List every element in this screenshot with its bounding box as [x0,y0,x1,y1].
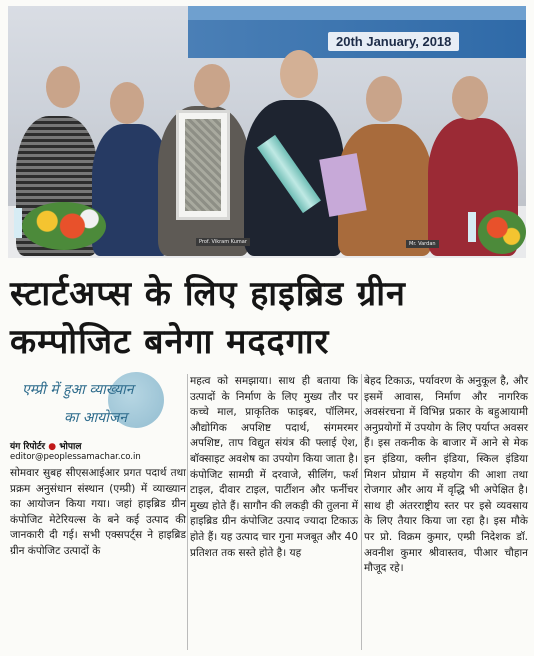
nameplate-right: Mr. Vardan [406,240,439,248]
byline-reporter: यंग रिपोर्टर [10,442,46,452]
nameplate-left: Prof. Vikram Kumar [196,238,250,246]
event-banner-date: 20th January, 2018 [328,32,459,51]
subheading-box [8,372,186,434]
flower-bouquet-right [478,210,526,254]
person-5-head [366,76,402,122]
water-bottle-right [468,212,476,242]
person-2-head [110,82,144,124]
water-bottle-left [14,208,22,238]
composite-plaque [176,110,230,220]
person-1-head [46,66,80,108]
composite-plaque-panel [185,119,221,211]
subheading-line-2: का आयोजन [64,410,128,426]
column-rule-1 [187,374,188,650]
article-column-2: महत्व को समझाया। साथ ही बताया कि उत्पादों के निर्माण के लिए मुख्य तौर पर कच्चे माल, प्राकृतिक फाइबर, पॉलिमर, औद्योगिक अपशिष्ट पदार्थ, संगमरमर अपशिष्ट, ताप विद्युत संयंत्र की फ्लाई ऐश, बॉक्साइट अवशेष का उपयोग किया जाता है। कंपोजिट सामग्री में दरवाजे, सीलिंग, फर्श टाइल, दीवार टाइल, पार्टीशन और फर्नीचर मुख्य होते हैं। सागौन की लकड़ी की तुलना में हाइब्रिड ग्रीन कंपोजिट उत्पाद ज्यादा टिकाऊ होते हैं। यह उत्पाद चार गुना मजबूत और 40 प्रतिशत तक सस्ते होते है। यह [190,375,358,559]
person-3-head [194,64,230,108]
person-4-head [280,50,318,98]
event-photo [8,6,526,258]
person-6-head [452,76,488,120]
byline-email: editor@peoplessamachar.co.in [10,452,141,462]
headline-line-2: कम्पोजिट बनेगा मददगार [10,322,330,362]
article-column-3: बेहद टिकाऊ, पर्यावरण के अनुकूल है, और इसमें आवास, निर्माण और नागरिक अवसंरचना में विभिन्न प्रकार के बहुआयामी अनुप्रयोगों में उपयोग के लिए पर्याप्त अवसर हैं। इस तकनीक के बाजार में आने से मेक इन इंडिया, क्लीन इंडिया, स्किल इंडिया मिशन प्रोग्राम में सहयोग की आशा तथा रोजगार और आय में वृद्धि भी अपेक्षित है। साथ ही अंतरराष्ट्रीय स्तर पर इसे व्यवसाय के लिए तैयार किया जा रहा है। इस मौके पर प्रो. विक्रम कुमार, एम्प्री निदेशक डॉ. अवनीश कुमार श्रीवास्तव, पीआर चौहान मौजूद रहे। [364,375,528,575]
headline-line-1: स्टार्टअप्स के लिए हाइब्रिड ग्रीन [10,274,406,314]
flower-bouquet-left [22,202,106,250]
byline-city: भोपाल [59,442,82,452]
subheading-line-1: एम्प्री में हुआ व्याख्यान [22,382,134,398]
column-rule-2 [361,374,362,650]
article-column-1: सोमवार सुबह सीएसआईआर प्रगत पदार्थ तथा प्रक्रम अनुसंधान संस्थान (एम्प्री) में व्याख्यान का आयोजन किया गया। जहां हाइब्रिड ग्रीन कंपोजिट मेटेरियल्स के बने कई उत्पाद की जानकारी दी गई। सभी एक्सपर्ट्स ने हाइब्रिड ग्रीन कंपोजिट उत्पादों के [10,467,186,557]
event-banner-strip [188,6,526,20]
byline [10,439,81,452]
byline-dot: ● [48,442,57,452]
